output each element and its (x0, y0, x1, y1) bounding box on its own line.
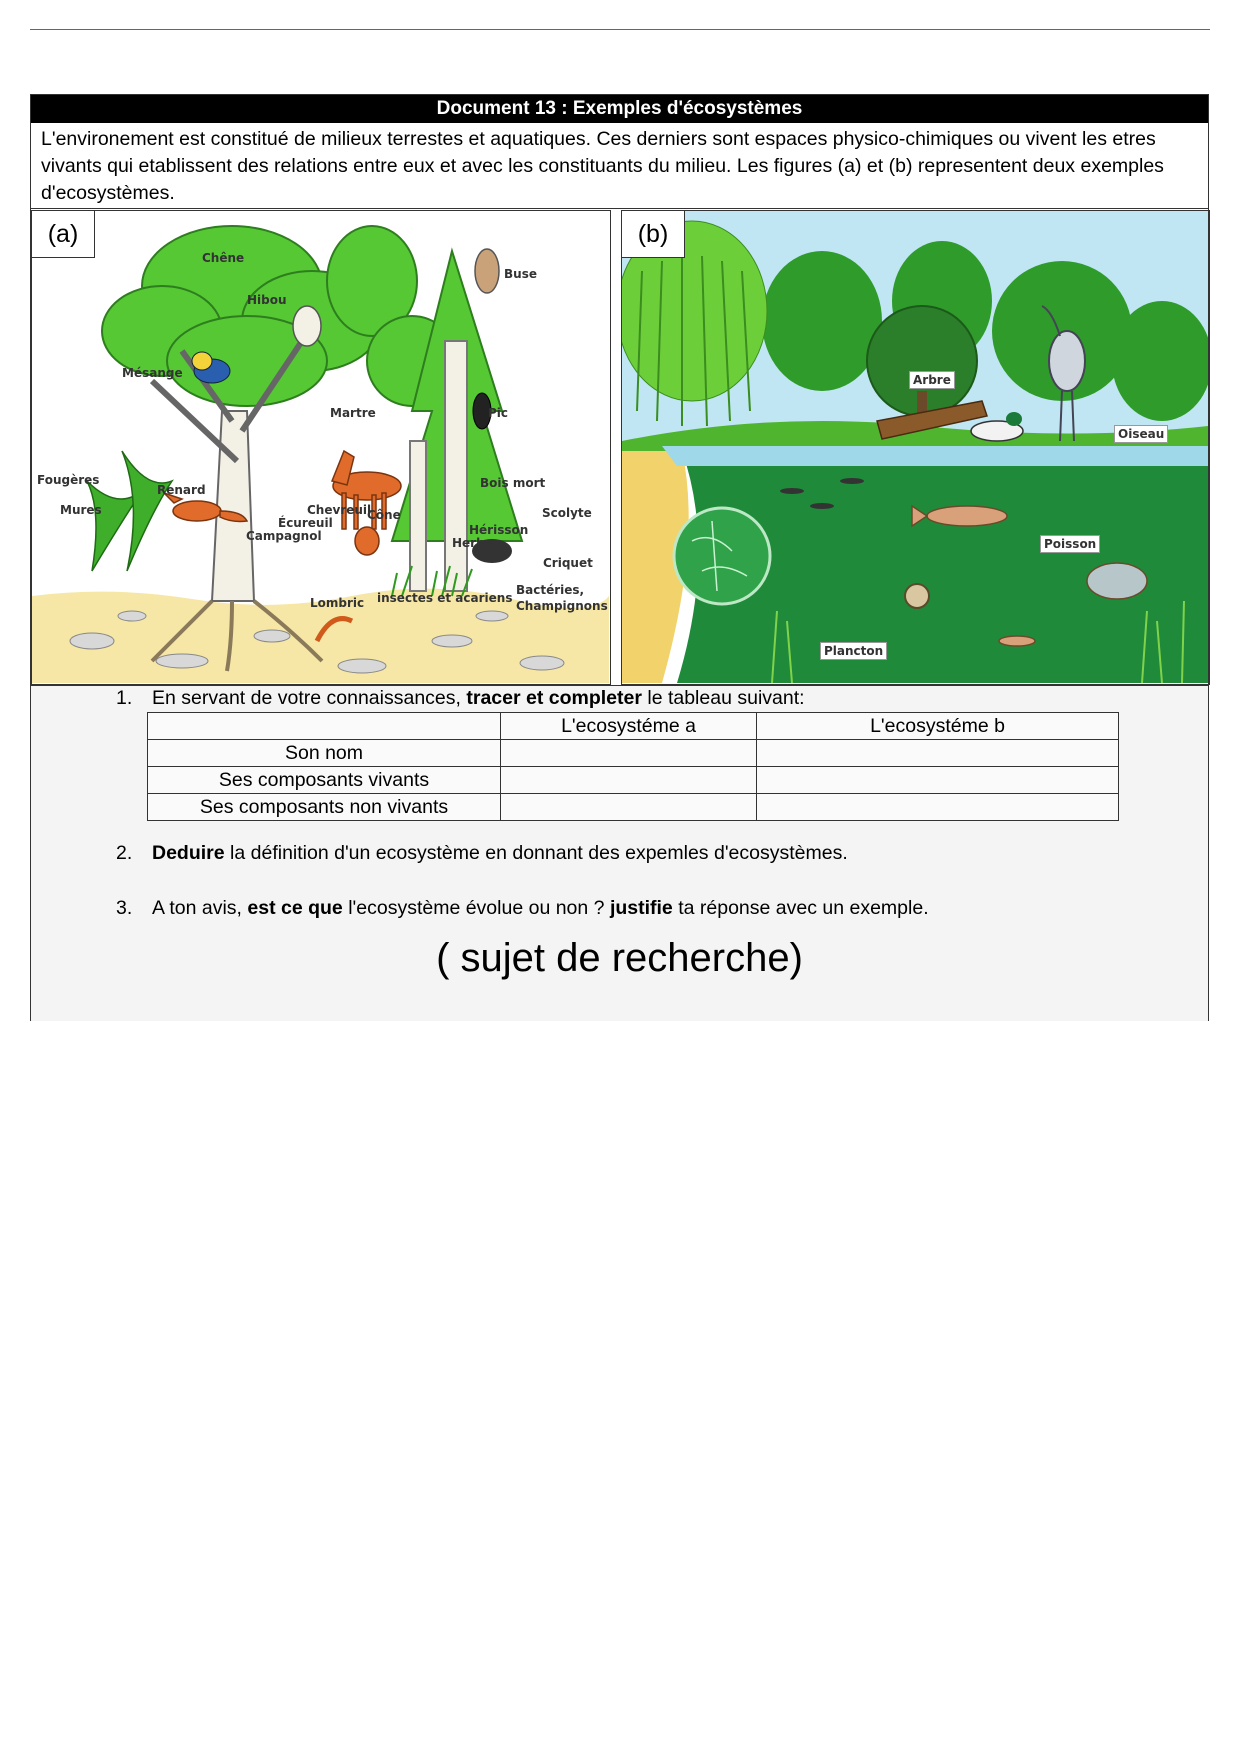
table-cell[interactable]: Ses composants vivants (148, 767, 501, 794)
document-13-box (30, 94, 1209, 1021)
label-champignons: Champignons (516, 599, 608, 613)
label-herbe: Herbe (452, 536, 493, 550)
label-renard: Renard (157, 483, 206, 497)
question-2 (116, 841, 848, 865)
label-chevreuil: Chevreuil (307, 503, 372, 517)
question-3-post: ta réponse avec un exemple. (678, 897, 929, 919)
research-note: ( sujet de recherche) (436, 936, 803, 980)
table-header-cell[interactable] (148, 713, 501, 740)
question-1-post: le tableau suivant: (647, 687, 805, 709)
table-header-cell[interactable]: L'ecosystéme b (757, 713, 1119, 740)
table-row (148, 794, 1119, 821)
questions-section (31, 685, 1208, 1021)
label-cone: Cône (367, 508, 401, 522)
label-insectes: insectes et acariens (377, 591, 513, 605)
table-cell[interactable]: Ses composants non vivants (148, 794, 501, 821)
pond-illustration (622, 211, 1208, 683)
table-header-row (148, 713, 1119, 740)
question-3-bold-1: est ce que (247, 897, 343, 919)
label-plancton: Plancton (820, 642, 887, 660)
label-ecureuil: Écureuil (278, 516, 333, 530)
figure-a-forest-ecosystem (31, 210, 611, 685)
label-buse: Buse (504, 267, 537, 281)
table-cell[interactable] (501, 767, 757, 794)
table-row (148, 740, 1119, 767)
figure-b-tag: (b) (622, 211, 685, 258)
question-3-mid: l'ecosystème évolue ou non ? (348, 897, 605, 919)
label-oiseau: Oiseau (1114, 425, 1168, 443)
label-martre: Martre (330, 406, 376, 420)
ecosystem-table (147, 712, 1119, 821)
table-cell[interactable] (757, 767, 1119, 794)
table-cell[interactable] (757, 740, 1119, 767)
document-title: Document 13 : Exemples d'écosystèmes (31, 95, 1208, 123)
label-fougeres: Fougères (37, 473, 100, 487)
table-cell[interactable]: Son nom (148, 740, 501, 767)
question-2-bold: Deduire (152, 842, 225, 864)
figure-b-pond-ecosystem (621, 210, 1210, 685)
label-mesange: Mésange (122, 366, 183, 380)
question-2-number: 2. (116, 842, 133, 864)
label-bacteries: Bactéries, (516, 583, 585, 597)
question-3 (116, 896, 929, 920)
label-pic: Pic (488, 406, 509, 420)
question-1 (116, 686, 805, 710)
table-row (148, 767, 1119, 794)
label-lombric: Lombric (310, 596, 365, 610)
label-hibou: Hibou (247, 293, 287, 307)
table-cell[interactable] (501, 740, 757, 767)
question-1-number: 1. (116, 687, 133, 709)
label-arbre: Arbre (909, 371, 955, 389)
label-scolyte: Scolyte (542, 506, 592, 520)
label-bois-mort: Bois mort (480, 476, 546, 490)
question-3-pre: A ton avis, (152, 897, 242, 919)
label-criquet: Criquet (543, 556, 593, 570)
question-1-bold: tracer et completer (466, 687, 642, 709)
label-mures: Mures (60, 503, 102, 517)
table-header-cell[interactable]: L'ecosystéme a (501, 713, 757, 740)
label-campagnol: Campagnol (246, 529, 322, 543)
question-1-pre: En servant de votre connaissances, (152, 687, 461, 709)
label-chene: Chêne (202, 251, 245, 265)
figure-a-tag: (a) (32, 211, 95, 258)
table-cell[interactable] (501, 794, 757, 821)
table-cell[interactable] (757, 794, 1119, 821)
intro-text: L'environement est constitué de milieux terrestes et aquatiques. Ces derniers sont espaces physico-chimiques ou vivent les etres vivants qui etablissent des relations entre eux et avec les constituants du milieu. Les figures (a) et (b) representent deux exemples d'ecosystèmes. (41, 128, 1164, 204)
label-poisson: Poisson (1040, 535, 1100, 553)
label-herisson: Hérisson (469, 523, 529, 537)
question-3-number: 3. (116, 897, 133, 919)
question-2-post: la définition d'un ecosystème en donnant des expemles d'ecosystèmes. (230, 842, 848, 864)
question-3-bold-2: justifie (609, 897, 673, 919)
top-rule (30, 29, 1210, 30)
intro-separator (31, 208, 1208, 209)
